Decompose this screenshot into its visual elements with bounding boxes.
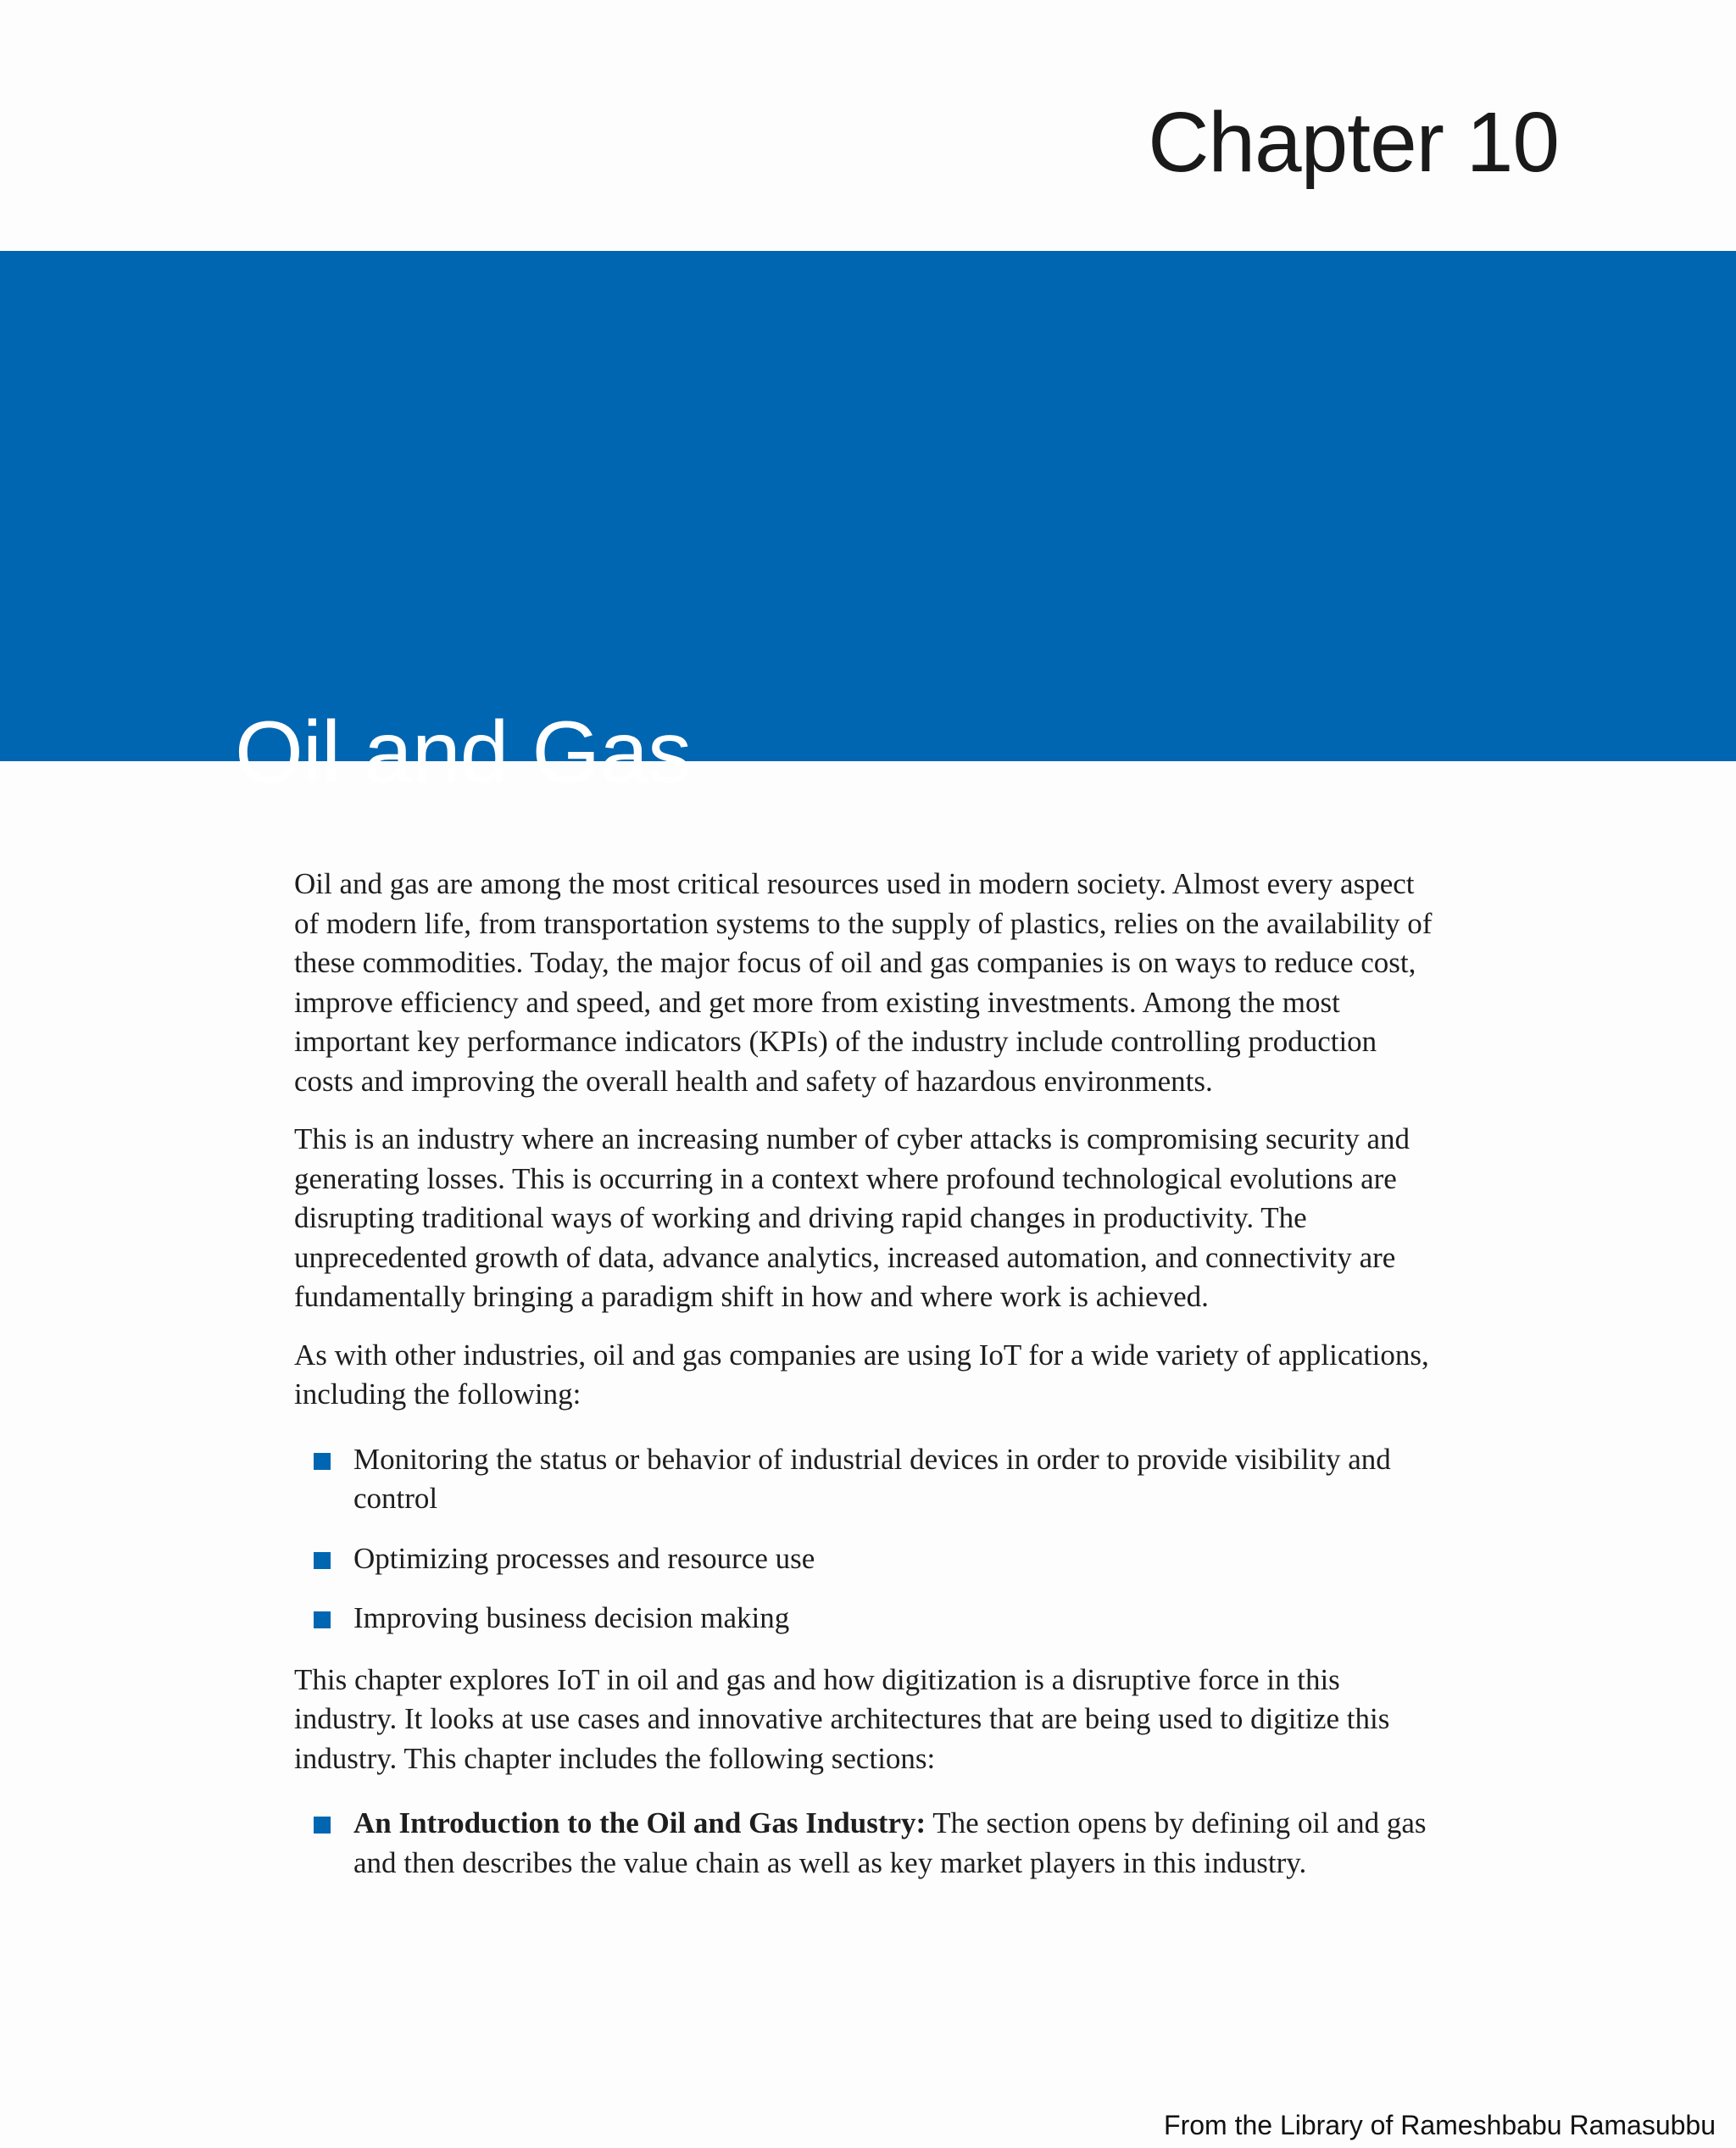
list-item	[294, 1440, 1443, 1519]
list-item	[294, 1599, 1443, 1639]
library-watermark: From the Library of Rameshbabu Ramasubbu	[1164, 2110, 1716, 2140]
bullet-square-icon	[314, 1817, 331, 1834]
cyber-paragraph: This is an industry where an increasing number of cyber attacks is compromising security and generating losses. This is occurring in a context where profound technological evolutions are disrupting traditional ways of working and driving rapid changes in productivity. The unprecedented growth of data, advance analytics, increased automation, and connectivity are fundamentally bringing a paradigm shift in how and where work is achieved.	[294, 1122, 1410, 1313]
chapter-banner	[0, 251, 1736, 802]
section-description: The section opens by defining oil and gas and then describes the value chain as well as key market players in this industry.	[353, 1806, 1427, 1879]
applications-list	[294, 1440, 1443, 1639]
section-title: An Introduction to the Oil and Gas Industry:	[353, 1806, 926, 1839]
list-item	[294, 1539, 1443, 1579]
bullet-square-icon	[314, 1552, 331, 1569]
intro-paragraph: Oil and gas are among the most critical resources used in modern society. Almost every aspect of modern life, from transportation systems to the supply of plastics, relies on the availability of these commodities. Today, the major focus of oil and gas companies is on ways to reduce cost, improve efficiency and speed, and get more from existing investments. Among the most important key performance indicators (KPIs) of the industry include controlling production costs and improving the overall health and safety of hazardous environments.	[294, 867, 1433, 1098]
iot-applications-intro: As with other industries, oil and gas companies are using IoT for a wide variety of applications, including the following:	[294, 1338, 1429, 1411]
list-item-text: Monitoring the status or behavior of industrial devices in order to provide visibility and control	[353, 1442, 1391, 1515]
list-item	[294, 1804, 1443, 1883]
chapter-body	[294, 865, 1443, 1905]
chapter-title: Oil and Gas	[235, 704, 692, 802]
bullet-square-icon	[314, 1611, 331, 1628]
list-item-text: Improving business decision making	[353, 1601, 790, 1634]
bullet-square-icon	[314, 1453, 331, 1470]
list-item-text: Optimizing processes and resource use	[353, 1541, 815, 1575]
sections-list	[294, 1804, 1443, 1883]
chapter-number: Chapter 10	[1148, 95, 1559, 190]
chapter-overview-paragraph: This chapter explores IoT in oil and gas and how digitization is a disruptive force in this industry. It looks at use cases and innovative architectures that are being used to digitize this industry. This chapter includes the following sections:	[294, 1662, 1390, 1775]
